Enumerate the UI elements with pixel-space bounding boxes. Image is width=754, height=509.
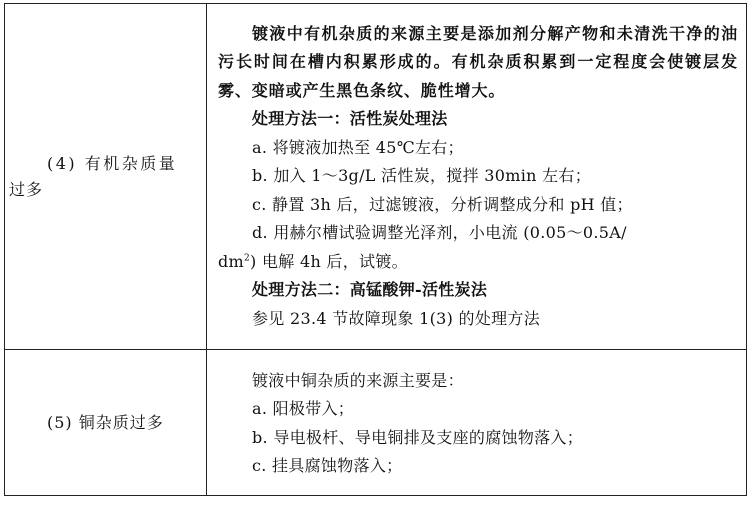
fault-label-cell xyxy=(5,350,207,496)
fault-label xyxy=(5,151,206,203)
cause-paragraph: 镀液中有机杂质的来源主要是添加剂分解产物和未清洗干净的油污长时间在槽内积累形成的。有机杂质积累到一定程度会使镀层发雾、变暗或产生黑色条纹、脆性增大。 xyxy=(218,23,738,100)
remedy-cell xyxy=(207,350,747,496)
step-text: ) 电解 4h 后，试镀。 xyxy=(250,251,408,271)
fault-label: (5) 铜杂质过多 xyxy=(47,412,164,432)
method-step: d. 用赫尔槽试验调整光泽剂，小电流 (0.05～0.5A/ xyxy=(252,223,627,243)
fault-label-line: (4) 有机杂质量 xyxy=(47,153,178,173)
remedy-content xyxy=(207,12,746,342)
cause-item: a. 阳极带入； xyxy=(252,399,355,418)
fault-label-cell xyxy=(5,4,207,350)
troubleshooting-table xyxy=(4,3,747,496)
method-step-continuation xyxy=(218,248,738,277)
unit-prefix: dm xyxy=(218,251,245,271)
fault-label-line: 过多 xyxy=(9,179,44,199)
table-row xyxy=(5,4,747,350)
reference-text: 参见 23.4 节故障现象 1(3) 的处理方法 xyxy=(252,308,541,328)
remedy-content xyxy=(207,357,746,489)
cause-item: b. 导电极杆、导电铜排及支座的腐蚀物落入； xyxy=(252,427,584,447)
cause-item: c. 挂具腐蚀物落入； xyxy=(252,456,403,475)
method-step: b. 加入 1～3g/L 活性炭，搅拌 30min 左右； xyxy=(252,166,592,186)
method-title: 处理方法二：高锰酸钾-活性炭法 xyxy=(252,280,488,300)
remedy-cell xyxy=(207,4,747,350)
method-step: c. 静置 3h 后，过滤镀液，分析调整成分和 pH 值； xyxy=(252,194,633,214)
cause-intro: 镀液中铜杂质的来源主要是： xyxy=(252,370,464,390)
method-step: a. 将镀液加热至 45℃左右； xyxy=(252,137,464,157)
method-title: 处理方法一：活性炭处理法 xyxy=(252,109,448,129)
table-row xyxy=(5,350,747,496)
unit-superscript: 2 xyxy=(244,253,251,264)
